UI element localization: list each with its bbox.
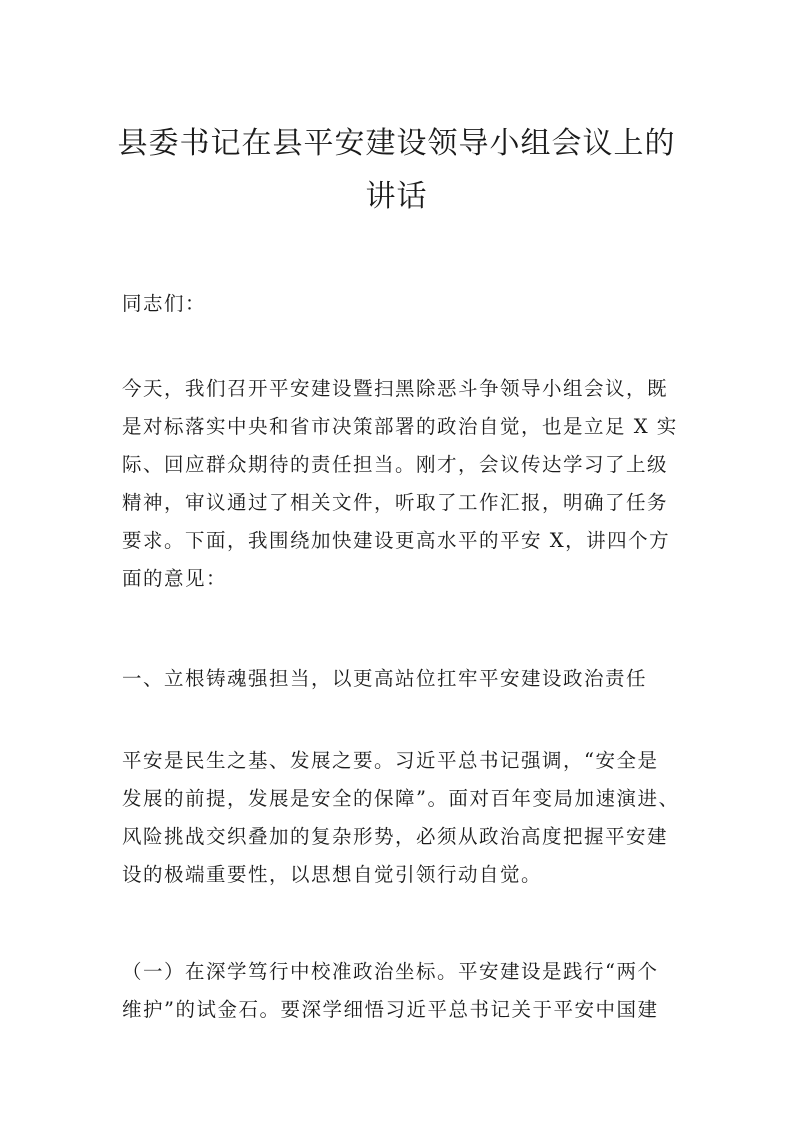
subsection-1-line: 维护”的试金石。要深学细悟习近平总书记关于平安中国建 (122, 998, 659, 1021)
document-title-line-2: 讲话 (365, 179, 428, 214)
section-1-body-line: 风险挑战交织叠加的复杂形势，必须从政治高度把握平安建 (122, 825, 669, 848)
intro-line: 精神，审议通过了相关文件，听取了工作汇报，明确了任务 (122, 491, 669, 514)
section-1-heading-text: 一、立根铸魂强担当，以更高站位扛牢平安建设政治责任 (122, 667, 648, 690)
subsection-1-line: （一）在深学笃行中校准政治坐标。平安建设是践行“两个 (122, 960, 659, 983)
intro-line: 是对标落实中央和省市决策部署的政治自觉，也是立足 X 实 (122, 415, 678, 438)
intro-line: 面的意见： (122, 567, 228, 590)
intro-line: 要求。下面，我围绕加快建设更高水平的平安 X，讲四个方 (122, 529, 671, 552)
salutation (122, 285, 678, 323)
intro-paragraph (122, 370, 678, 598)
subsection-1 (122, 953, 678, 1029)
section-1-body-line: 发展的前提，发展是安全的保障”。面对百年变局加速演进、 (122, 787, 680, 810)
document-title-line-1: 县委书记在县平安建设领导小组会议上的 (117, 126, 676, 161)
section-1-body (122, 742, 678, 894)
intro-line: 际、回应群众期待的责任担当。刚才，会议传达学习了上级 (122, 453, 669, 476)
section-1-body-line: 平安是民生之基、发展之要。习近平总书记强调，“安全是 (122, 749, 659, 772)
section-1-body-line: 设的极端重要性，以思想自觉引领行动自觉。 (122, 863, 543, 886)
intro-line: 今天，我们召开平安建设暨扫黑除恶斗争领导小组会议，既 (122, 377, 669, 400)
salutation-text: 同志们： (122, 292, 207, 315)
section-1-heading (122, 660, 678, 698)
